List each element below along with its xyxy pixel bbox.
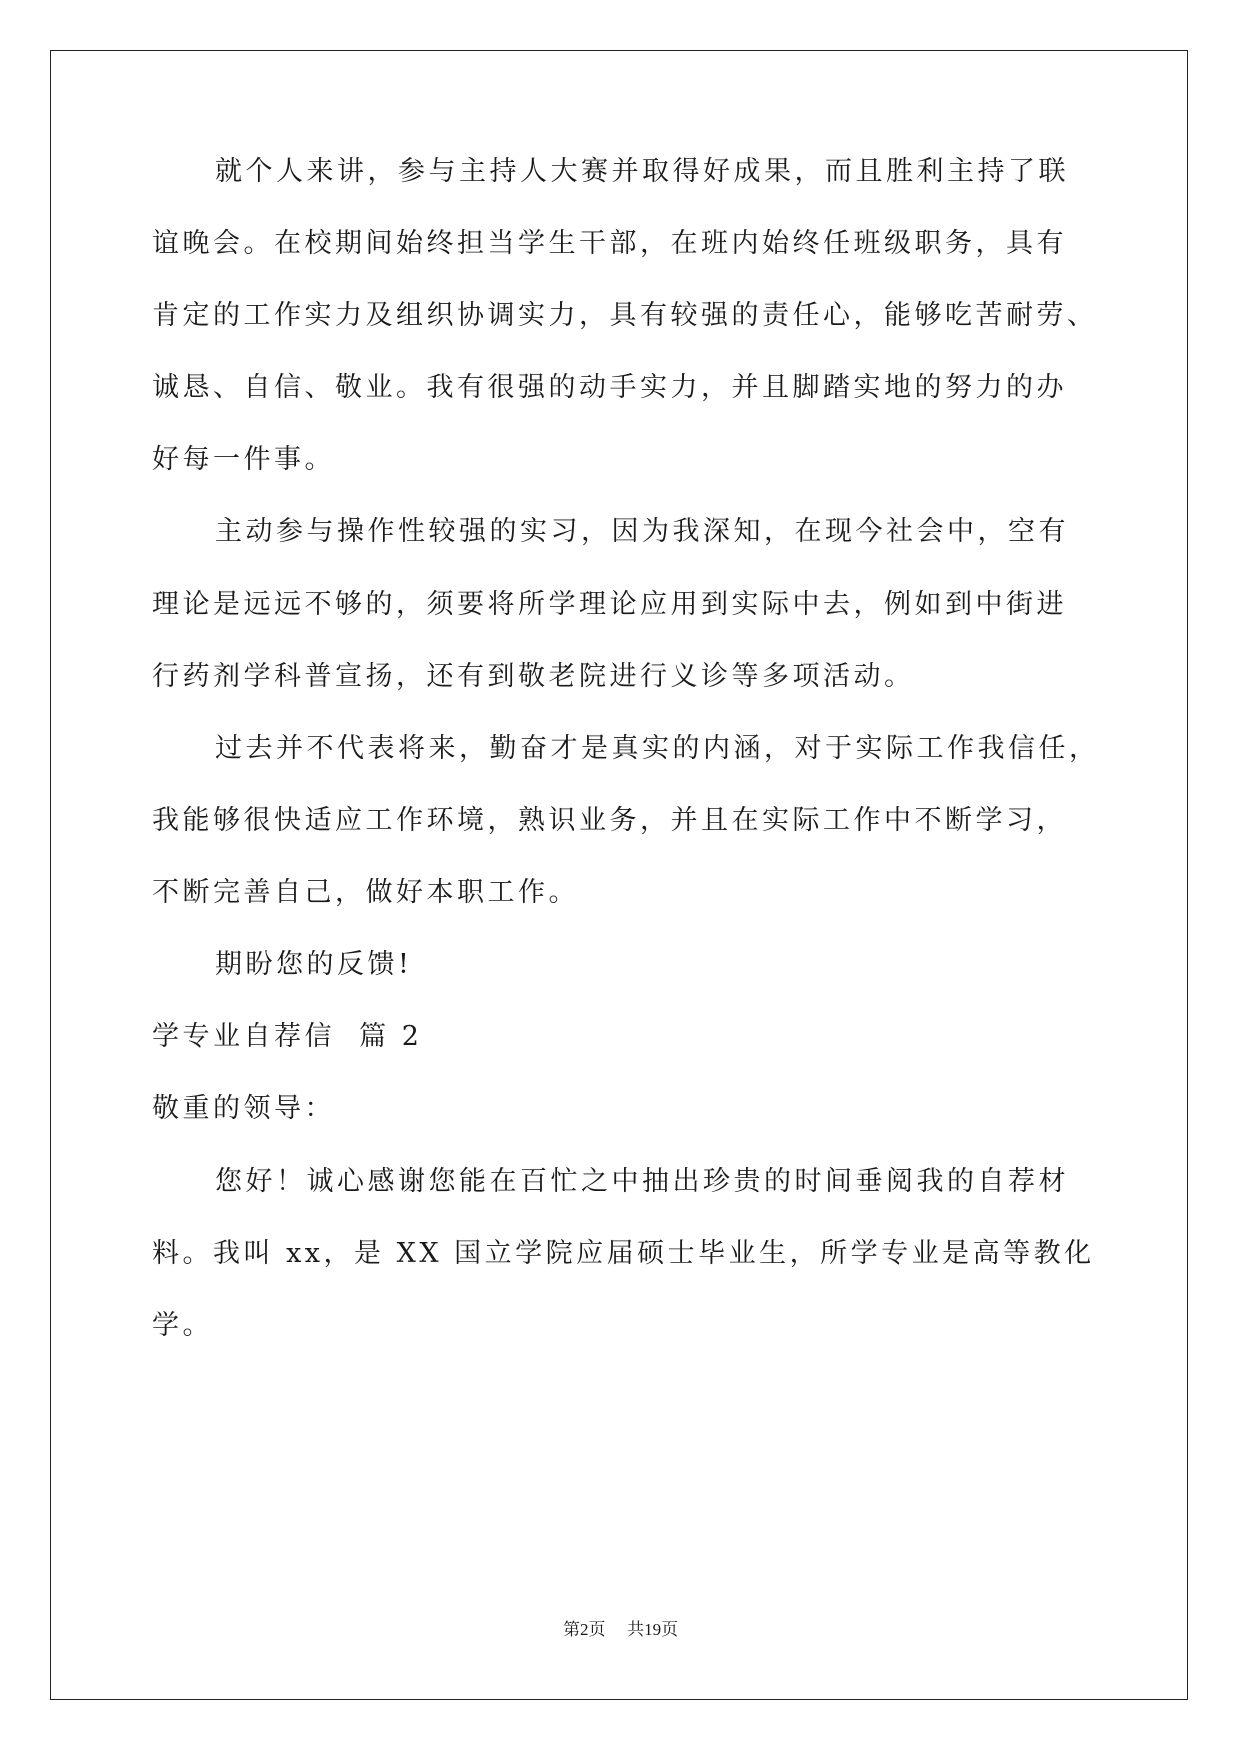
paragraph-line: 不断完善自己，做好本职工作。 bbox=[152, 877, 579, 908]
page-footer bbox=[0, 1618, 1241, 1642]
paragraph-line: 就个人来讲，参与主持人大赛并取得好成果，而且胜利主持了联 bbox=[215, 156, 1069, 187]
paragraph-line: 我能够很快适应工作环境，熟识业务，并且在实际工作中不断学习， bbox=[152, 805, 1067, 836]
footer-page-suffix: 页 bbox=[588, 1620, 606, 1640]
paragraph-line: 料。我叫 xx，是 XX 国立学院应届硕士毕业生，所学专业是高等教化 bbox=[152, 1238, 1095, 1269]
footer-page-total: 19 bbox=[644, 1620, 662, 1639]
paragraph-line: 学。 bbox=[152, 1310, 213, 1341]
paragraph-line: 主动参与操作性较强的实习，因为我深知，在现今社会中，空有 bbox=[215, 516, 1069, 547]
paragraph-line: 谊晚会。在校期间始终担当学生干部，在班内始终任班级职务，具有 bbox=[152, 228, 1067, 259]
paragraph-line: 好每一件事。 bbox=[152, 444, 335, 475]
paragraph-line: 期盼您的反馈! bbox=[215, 949, 413, 980]
footer-total-prefix: 共 bbox=[627, 1620, 645, 1640]
section-heading: 学专业自荐信 篇 2 bbox=[152, 1021, 423, 1052]
paragraph-line: 理论是远远不够的，须要将所学理论应用到实际中去，例如到中街进 bbox=[152, 589, 1067, 620]
footer-page-prefix: 第 bbox=[562, 1620, 580, 1640]
paragraph-line: 您好！诚心感谢您能在百忙之中抽出珍贵的时间垂阅我的自荐材 bbox=[215, 1166, 1069, 1197]
paragraph-line: 过去并不代表将来，勤奋才是真实的内涵，对于实际工作我信任， bbox=[215, 733, 1100, 764]
paragraph-line: 诚恳、自信、敬业。我有很强的动手实力，并且脚踏实地的努力的办 bbox=[152, 372, 1067, 403]
salutation: 敬重的领导： bbox=[152, 1093, 335, 1124]
footer-page-current: 2 bbox=[579, 1620, 589, 1639]
footer-total-suffix: 页 bbox=[661, 1620, 679, 1640]
paragraph-line: 肯定的工作实力及组织协调实力，具有较强的责任心，能够吃苦耐劳、 bbox=[152, 300, 1098, 331]
paragraph-line: 行药剂学科普宣扬，还有到敬老院进行义诊等多项活动。 bbox=[152, 661, 915, 692]
